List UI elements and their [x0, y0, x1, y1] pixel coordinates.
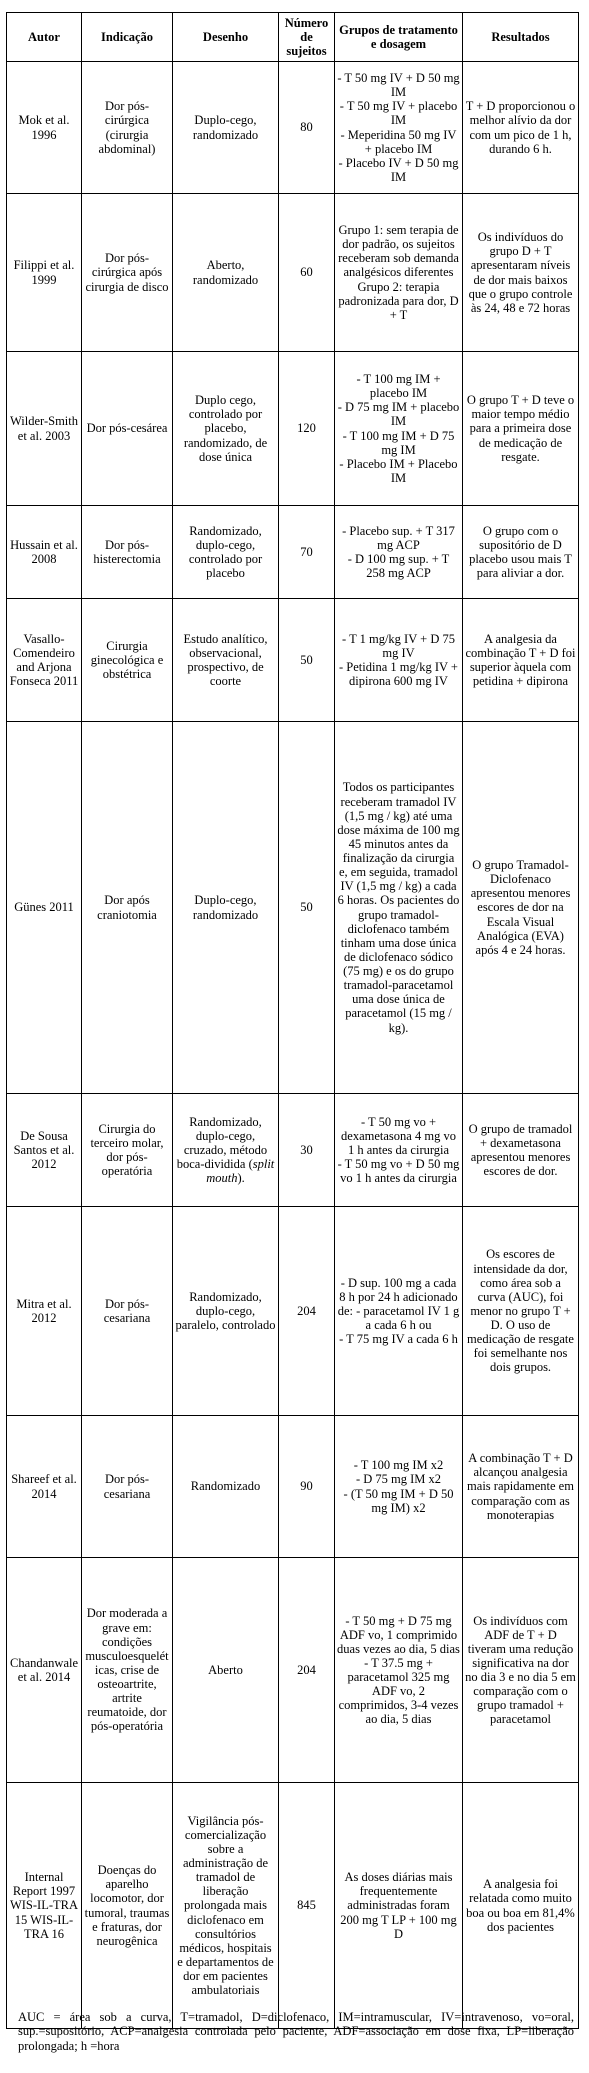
table-row	[7, 1783, 579, 2029]
cell-numero: 80	[279, 62, 335, 194]
cell-desenho: Duplo-cego, randomizado	[173, 62, 279, 194]
cell-numero: 845	[279, 1783, 335, 2029]
cell-indicacao: Dor após craniotomia	[82, 722, 173, 1094]
cell-desenho: Randomizado, duplo-cego, paralelo, controlado	[173, 1207, 279, 1416]
table-row	[7, 722, 579, 1094]
cell-resultados: O grupo de tramadol + dexametasona apresentou menores escores de dor.	[463, 1094, 579, 1207]
cell-numero: 204	[279, 1558, 335, 1783]
header-grupos: Grupos de tratamento e dosagem	[335, 13, 463, 62]
table-row	[7, 62, 579, 194]
desenho-text: Randomizado, duplo-cego, cruzado, método boca-dividida (	[176, 1114, 268, 1172]
cell-resultados: O grupo T + D teve o maior tempo médio para a primeira dose de medicação de resgate.	[463, 352, 579, 506]
cell-desenho	[173, 1094, 279, 1207]
cell-autor: Günes 2011	[7, 722, 82, 1094]
desenho-text-end: ).	[237, 1171, 245, 1186]
cell-numero: 90	[279, 1416, 335, 1558]
cell-autor: Chandanwale et al. 2014	[7, 1558, 82, 1783]
cell-desenho: Aberto, randomizado	[173, 194, 279, 352]
cell-autor: Internal Report 1997 WIS-IL-TRA 15 WIS-IL-TRA 16	[7, 1783, 82, 2029]
table-row	[7, 1416, 579, 1558]
cell-grupos: - T 50 mg + D 75 mg ADF vo, 1 comprimido duas vezes ao dia, 5 dias - T 37.5 mg + paracetamol 325 mg ADF vo, 2 comprimidos, 3-4 vezes ao dia, 5 dias	[335, 1558, 463, 1783]
cell-numero: 50	[279, 599, 335, 722]
cell-desenho: Randomizado	[173, 1416, 279, 1558]
cell-grupos: Grupo 1: sem terapia de dor padrão, os sujeitos receberam sob demanda analgésicos diferentes Grupo 2: terapia padronizada para dor, D + T	[335, 194, 463, 352]
cell-resultados: A combinação T + D alcançou analgesia mais rapidamente em comparação com as monoterapias	[463, 1416, 579, 1558]
desenho-italic-term: split mouth	[206, 1157, 275, 1186]
cell-autor: Hussain et al. 2008	[7, 506, 82, 599]
cell-autor: Vasallo-Comendeiro and Arjona Fonseca 2011	[7, 599, 82, 722]
cell-desenho: Randomizado, duplo-cego, controlado por placebo	[173, 506, 279, 599]
cell-indicacao: Doenças do aparelho locomotor, dor tumoral, traumas e fraturas, dor neurogênica	[82, 1783, 173, 2029]
cell-autor: Filippi et al. 1999	[7, 194, 82, 352]
table-row	[7, 194, 579, 352]
cell-grupos: As doses diárias mais frequentemente administradas foram 200 mg T LP + 100 mg D	[335, 1783, 463, 2029]
cell-resultados: O grupo com o supositório de D placebo usou mais T para aliviar a dor.	[463, 506, 579, 599]
cell-numero: 50	[279, 722, 335, 1094]
cell-grupos: - T 1 mg/kg IV + D 75 mg IV - Petidina 1 mg/kg IV + dipirona 600 mg IV	[335, 599, 463, 722]
cell-desenho: Vigilância pós-comercialização sobre a administração de tramadol de liberação prolongada mais diclofenaco em consultórios médicos, hospitais e departamentos de dor em pacientes ambulatoriais	[173, 1783, 279, 2029]
cell-grupos: - T 50 mg IV + D 50 mg IM - T 50 mg IV + placebo IM - Meperidina 50 mg IV + placebo IM - Placebo IV + D 50 mg IM	[335, 62, 463, 194]
cell-indicacao: Dor pós-histerectomia	[82, 506, 173, 599]
cell-grupos: - Placebo sup. + T 317 mg ACP - D 100 mg sup. + T 258 mg ACP	[335, 506, 463, 599]
table-row	[7, 1558, 579, 1783]
cell-autor: Mok et al. 1996	[7, 62, 82, 194]
cell-numero: 30	[279, 1094, 335, 1207]
cell-autor: Shareef et al. 2014	[7, 1416, 82, 1558]
cell-resultados: A analgesia da combinação T + D foi superior àquela com petidina + dipirona	[463, 599, 579, 722]
cell-desenho: Duplo-cego, randomizado	[173, 722, 279, 1094]
header-desenho: Desenho	[173, 13, 279, 62]
cell-autor: Wilder-Smith et al. 2003	[7, 352, 82, 506]
cell-resultados: T + D proporcionou o melhor alívio da dor com um pico de 1 h, durando 6 h.	[463, 62, 579, 194]
table-row	[7, 352, 579, 506]
abbreviations-footnote: AUC = área sob a curva, T=tramadol, D=diclofenaco, IM=intramuscular, IV=intravenoso, vo=oral, sup.=supositório, ACP=analgesia controlada pelo paciente, ADF=associação em dose fixa, LP=liberação prolongada; h =hora	[18, 2010, 574, 2053]
table-row	[7, 1094, 579, 1207]
cell-desenho: Duplo cego, controlado por placebo, randomizado, de dose única	[173, 352, 279, 506]
cell-resultados: Os indivíduos com ADF de T + D tiveram uma redução significativa na dor no dia 3 e no dia 5 em comparação com o grupo tramadol + paracetamol	[463, 1558, 579, 1783]
cell-grupos: - T 100 mg IM + placebo IM - D 75 mg IM + placebo IM - T 100 mg IM + D 75 mg IM - Placebo IM + Placebo IM	[335, 352, 463, 506]
cell-autor: De Sousa Santos et al. 2012	[7, 1094, 82, 1207]
cell-numero: 60	[279, 194, 335, 352]
table-row	[7, 599, 579, 722]
cell-grupos: - D sup. 100 mg a cada 8 h por 24 h adicionado de: - paracetamol IV 1 g a cada 6 h ou - T 75 mg IV a cada 6 h	[335, 1207, 463, 1416]
cell-grupos: - T 100 mg IM x2 - D 75 mg IM x2 - (T 50 mg IM + D 50 mg IM) x2	[335, 1416, 463, 1558]
header-resultados: Resultados	[463, 13, 579, 62]
table-row	[7, 506, 579, 599]
cell-grupos: - T 50 mg vo + dexametasona 4 mg vo 1 h antes da cirurgia - T 50 mg vo + D 50 mg vo 1 h antes da cirurgia	[335, 1094, 463, 1207]
cell-indicacao: Cirurgia do terceiro molar, dor pós-operatória	[82, 1094, 173, 1207]
cell-numero: 120	[279, 352, 335, 506]
cell-indicacao: Cirurgia ginecológica e obstétrica	[82, 599, 173, 722]
cell-indicacao: Dor moderada a grave em: condições musculoesqueléticas, crise de osteoartrite, artrite reumatoide, dor pós-operatória	[82, 1558, 173, 1783]
cell-indicacao: Dor pós-cirúrgica (cirurgia abdominal)	[82, 62, 173, 194]
cell-resultados: A analgesia foi relatada como muito boa ou boa em 81,4% dos pacientes	[463, 1783, 579, 2029]
cell-resultados: Os escores de intensidade da dor, como área sob a curva (AUC), foi menor no grupo T + D. O uso de medicação de resgate foi semelhante nos dois grupos.	[463, 1207, 579, 1416]
cell-desenho: Aberto	[173, 1558, 279, 1783]
cell-indicacao: Dor pós-cesariana	[82, 1416, 173, 1558]
cell-indicacao: Dor pós-cesariana	[82, 1207, 173, 1416]
cell-indicacao: Dor pós-cirúrgica após cirurgia de disco	[82, 194, 173, 352]
cell-numero: 70	[279, 506, 335, 599]
table-row	[7, 1207, 579, 1416]
header-row	[7, 13, 579, 62]
header-numero: Número de sujeitos	[279, 13, 335, 62]
cell-desenho: Estudo analítico, observacional, prospectivo, de coorte	[173, 599, 279, 722]
cell-resultados: Os indivíduos do grupo D + T apresentaram níveis de dor mais baixos que o grupo controle às 24, 48 e 72 horas	[463, 194, 579, 352]
cell-indicacao: Dor pós-cesárea	[82, 352, 173, 506]
header-autor: Autor	[7, 13, 82, 62]
cell-autor: Mitra et al. 2012	[7, 1207, 82, 1416]
cell-resultados: O grupo Tramadol-Diclofenaco apresentou menores escores de dor na Escala Visual Analógica (EVA) após 4 e 24 horas.	[463, 722, 579, 1094]
trials-table	[6, 12, 579, 2029]
header-indicacao: Indicação	[82, 13, 173, 62]
cell-numero: 204	[279, 1207, 335, 1416]
cell-grupos: Todos os participantes receberam tramadol IV (1,5 mg / kg) até uma dose máxima de 100 mg 45 minutos antes da finalização da cirurgia e, em seguida, tramadol IV (1,5 mg / kg) a cada 6 horas. Os pacientes do grupo tramadol-diclofenaco também tinham uma dose única de diclofenaco sódico (75 mg) e os do grupo tramadol-paracetamol uma dose única de paracetamol (15 mg / kg).	[335, 722, 463, 1094]
